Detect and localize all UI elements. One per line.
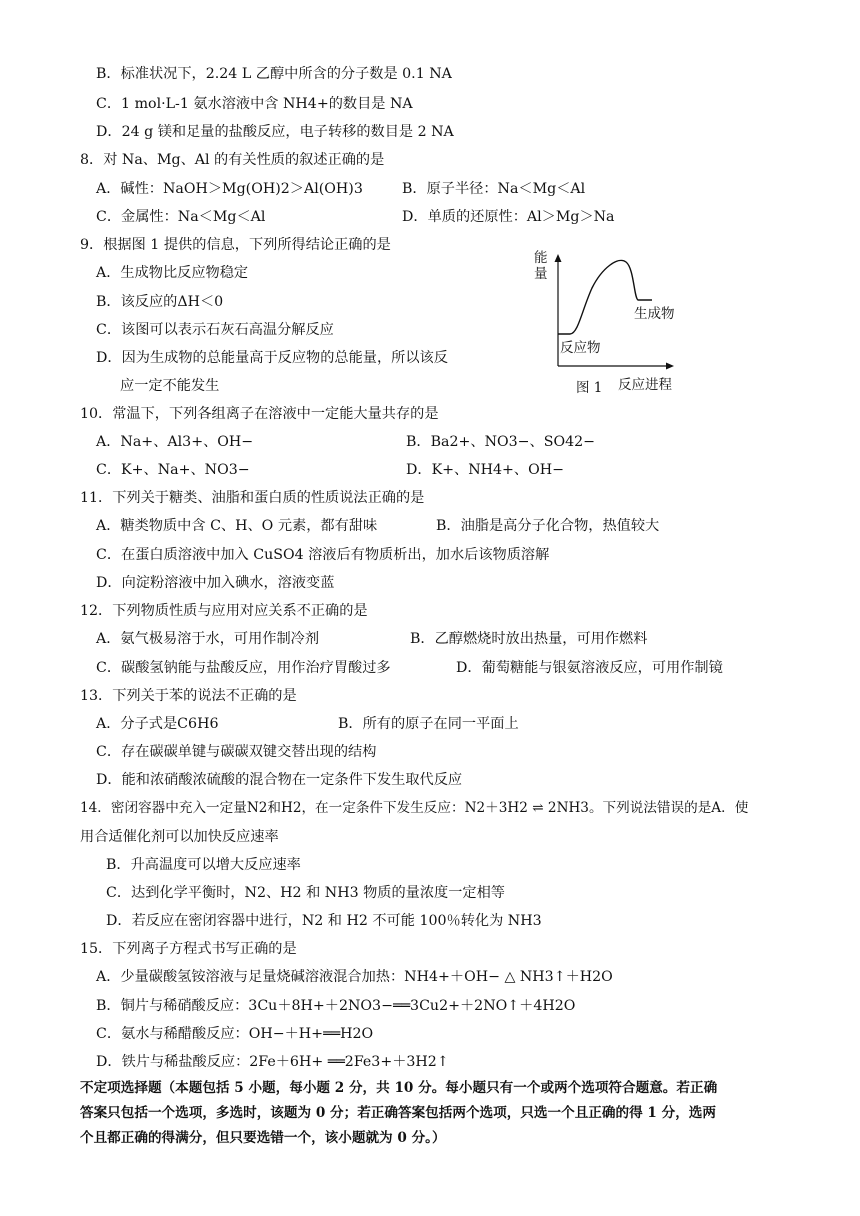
q8-option-c: C．金属性：Na＜Mg＜Al <box>96 209 266 225</box>
q13-stem: 13．下列关于苯的说法不正确的是 <box>80 688 297 704</box>
energy-diagram-figure <box>534 248 708 398</box>
figure-y-label-2: 量 <box>534 266 548 282</box>
q13-option-c: C．存在碳碳单键与碳碳双键交替出现的结构 <box>96 744 377 760</box>
q13-option-a: A．分子式是C6H6 <box>96 716 219 732</box>
q11-stem: 11．下列关于糖类、油脂和蛋白质的性质说法正确的是 <box>80 490 425 506</box>
q13-option-b: B．所有的原子在同一平面上 <box>338 716 519 732</box>
q9-option-d-line1: D．因为生成物的总能量高于反应物的总能量，所以该反 <box>96 350 448 366</box>
q14-stem-line2: 用合适催化剂可以加快反应速率 <box>80 829 279 845</box>
q12-option-c: C．碳酸氢钠能与盐酸反应，用作治疗胃酸过多 <box>96 660 391 676</box>
q12-option-a: A．氨气极易溶于水，可用作制冷剂 <box>96 631 320 647</box>
q14-stem-line1: 14．密闭容器中充入一定量N2和H2，在一定条件下发生反应：N2＋3H2 ⇌ 2NH3。下列说法错误的是A．使 <box>80 800 749 816</box>
q9-stem: 9．根据图 1 提供的信息，下列所得结论正确的是 <box>80 237 391 253</box>
energy-curve <box>558 260 652 334</box>
figure-y-arrow <box>555 254 562 262</box>
q15-option-c: C．氨水与稀醋酸反应：OH−＋H+══H2O <box>96 1026 374 1042</box>
q10-option-b: B．Ba2+、NO3−、SO42− <box>406 434 596 450</box>
q14-option-d: D．若反应在密闭容器中进行，N2 和 H2 不可能 100％转化为 NH3 <box>106 913 542 929</box>
q7-option-c: C．1 mol·L-1 氨水溶液中含 NH4+的数目是 NA <box>96 96 413 112</box>
q8-option-d: D．单质的还原性：Al＞Mg＞Na <box>402 209 615 225</box>
q10-option-a: A．Na+、Al3+、OH− <box>96 434 254 450</box>
q8-option-b: B．原子半径：Na＜Mg＜Al <box>402 181 586 197</box>
q14-option-c: C．达到化学平衡时，N2、H2 和 NH3 物质的量浓度一定相等 <box>106 885 505 901</box>
section-instructions-line3: 个且都正确的得满分，但只要选错一个，该小题就为 0 分。） <box>80 1130 446 1146</box>
q9-option-c: C．该图可以表示石灰石高温分解反应 <box>96 322 334 338</box>
q11-option-a: A．糖类物质中含 C、H、O 元素，都有甜味 <box>96 518 378 534</box>
q11-option-c: C．在蛋白质溶液中加入 CuSO4 溶液后有物质析出，加水后该物质溶解 <box>96 547 550 563</box>
q11-option-b: B．油脂是高分子化合物，热值较大 <box>436 518 660 534</box>
figure-product-label: 生成物 <box>634 306 675 322</box>
q12-stem: 12．下列物质性质与应用对应关系不正确的是 <box>80 603 368 619</box>
q7-option-d: D．24 g 镁和足量的盐酸反应，电子转移的数目是 2 NA <box>96 124 454 140</box>
q13-option-d: D．能和浓硝酸浓硫酸的混合物在一定条件下发生取代反应 <box>96 772 463 788</box>
q12-option-b: B．乙醇燃烧时放出热量，可用作燃料 <box>410 631 648 647</box>
q10-option-c: C．K+、Na+、NO3− <box>96 462 250 478</box>
q15-option-b: B．铜片与稀硝酸反应：3Cu＋8H+＋2NO3−══3Cu2+＋2NO↑＋4H2O <box>96 998 576 1014</box>
section-instructions-line1: 不定项选择题（本题包括 5 小题，每小题 2 分，共 10 分。每小题只有一个或两个选项符合题意。若正确 <box>80 1080 718 1096</box>
q14-option-b: B．升高温度可以增大反应速率 <box>106 857 301 873</box>
q10-option-d: D．K+、NH4+、OH− <box>406 462 565 478</box>
figure-x-label: 反应进程 <box>618 377 672 393</box>
q11-option-d: D．向淀粉溶液中加入碘水，溶液变蓝 <box>96 575 335 591</box>
q8-option-a: A．碱性：NaOH＞Mg(OH)2＞Al(OH)3 <box>96 181 363 197</box>
q9-option-a: A．生成物比反应物稳定 <box>96 265 249 281</box>
q12-option-d: D．葡萄糖能与银氨溶液反应，可用作制镜 <box>456 660 723 676</box>
figure-x-arrow <box>666 363 674 370</box>
q7-option-b: B．标准状况下，2.24 L 乙醇中所含的分子数是 0.1 NA <box>96 66 452 82</box>
q9-option-d-line2: 应一定不能发生 <box>120 378 220 394</box>
q15-option-d: D．铁片与稀盐酸反应：2Fe＋6H+ ══2Fe3+＋3H2↑ <box>96 1054 449 1070</box>
section-instructions-line2: 答案只包括一个选项，多选时，该题为 0 分；若正确答案包括两个选项，只选一个且正确的得 1 分，选两 <box>80 1105 716 1121</box>
figure-reactant-label: 反应物 <box>560 340 601 356</box>
q10-stem: 10．常温下，下列各组离子在溶液中一定能大量共存的是 <box>80 406 439 422</box>
q9-option-b: B．该反应的ΔH＜0 <box>96 294 224 310</box>
figure-caption: 图 1 <box>576 380 603 396</box>
q8-stem: 8．对 Na、Mg、Al 的有关性质的叙述正确的是 <box>80 152 385 168</box>
q15-option-a: A．少量碳酸氢铵溶液与足量烧碱溶液混合加热：NH4+＋OH− △ NH3↑＋H2O <box>96 969 613 985</box>
figure-y-label-1: 能 <box>534 250 548 266</box>
q15-stem: 15．下列离子方程式书写正确的是 <box>80 941 297 957</box>
